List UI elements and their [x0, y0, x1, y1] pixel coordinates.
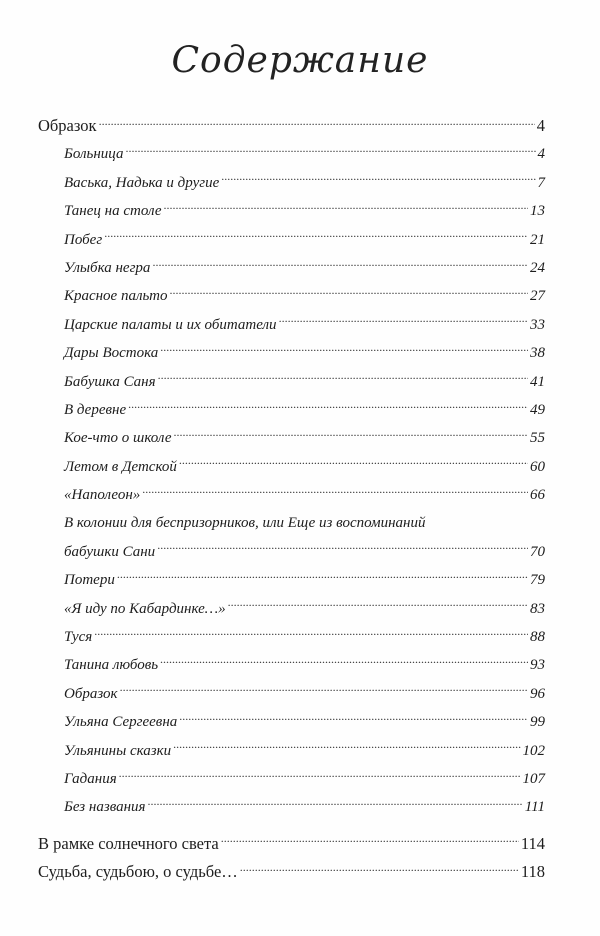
dot-leader	[169, 288, 528, 300]
toc-page-number: 70	[530, 543, 545, 560]
toc-page-number: 102	[522, 742, 545, 759]
toc-page-number: 21	[530, 231, 545, 248]
toc-entry[interactable]	[38, 140, 545, 168]
toc-entry[interactable]	[38, 424, 545, 452]
dot-leader	[240, 865, 519, 877]
toc-entry-label: Без названия	[64, 799, 146, 816]
toc-page-number: 83	[530, 600, 545, 617]
toc-entry-label: Бабушка Саня	[64, 373, 156, 390]
toc-entry-label: Потери	[64, 572, 115, 589]
toc-entry[interactable]	[38, 396, 545, 424]
toc-page-number: 107	[522, 770, 545, 787]
toc-entry-label: Судьба, судьбою, о судьбе…	[38, 862, 238, 882]
toc-entry-label: Красное пальто	[64, 288, 168, 305]
toc-page-number: 4	[537, 146, 545, 163]
toc-entry-label: Танец на столе	[64, 203, 162, 220]
dot-leader	[128, 402, 528, 414]
toc-page-number: 114	[520, 833, 545, 853]
toc-entry[interactable]	[38, 680, 545, 708]
dot-leader	[148, 799, 523, 811]
toc-entry[interactable]	[38, 453, 545, 481]
toc-page-number: 79	[530, 572, 545, 589]
toc-page-number: 60	[530, 458, 545, 475]
dot-leader	[158, 374, 528, 386]
dot-leader	[160, 657, 528, 669]
dot-leader	[164, 203, 528, 215]
toc-entry-label: Ульянины сказки	[64, 742, 172, 759]
dot-leader	[125, 146, 535, 158]
page-title: Содержание	[171, 40, 429, 81]
toc-entry[interactable]	[38, 311, 545, 339]
dot-leader	[221, 175, 535, 187]
toc-entry-label: «Наполеон»	[64, 487, 141, 504]
toc-page-number: 93	[530, 657, 545, 674]
toc-entry[interactable]	[38, 226, 545, 254]
toc-entry-label: Образок	[38, 116, 97, 135]
dot-leader	[179, 714, 528, 726]
toc-entry-label: «Я иду по Кабардинке…»	[64, 600, 226, 617]
toc-page-number: 99	[530, 714, 545, 731]
dot-leader	[174, 430, 529, 442]
toc-entry-label-line1: В колонии для беспризорников, или Еще из воспоминаний	[64, 515, 426, 532]
toc-entry[interactable]	[38, 651, 545, 679]
dot-leader	[160, 345, 528, 357]
toc-entry-label: Образок	[64, 685, 118, 702]
toc-entry[interactable]	[38, 339, 545, 367]
toc-entry[interactable]	[38, 595, 545, 623]
dot-leader	[99, 119, 535, 131]
toc-entry-label-line2: бабушки Сани	[64, 543, 156, 560]
dot-leader	[179, 459, 528, 471]
dot-leader	[228, 601, 528, 613]
toc-entry[interactable]	[38, 765, 545, 793]
toc-entry-label: Летом в Детской	[64, 458, 177, 475]
toc-page-number: 38	[530, 345, 545, 362]
toc-entry[interactable]	[38, 566, 545, 594]
toc-entry-main[interactable]	[38, 112, 545, 140]
dot-leader	[221, 837, 519, 849]
toc-page-number: 118	[520, 862, 545, 882]
toc-entry[interactable]	[38, 481, 545, 509]
toc-entry-line2	[64, 538, 545, 566]
toc-entry-label: Улыбка негра	[64, 259, 151, 276]
toc-page-number: 4	[536, 116, 545, 135]
toc-entry-label: Побег	[64, 231, 103, 248]
toc-entry-main[interactable]	[38, 830, 545, 858]
toc-page-number: 27	[530, 288, 545, 305]
toc-page-number: 49	[530, 401, 545, 418]
toc-entry-label: В деревне	[64, 401, 127, 418]
toc-entry-wrapped[interactable]	[38, 509, 545, 566]
dot-leader	[119, 771, 521, 783]
toc-entry[interactable]	[38, 708, 545, 736]
dot-leader	[94, 629, 528, 641]
toc-page-number: 66	[530, 487, 545, 504]
toc-page-number: 41	[530, 373, 545, 390]
dot-leader	[279, 317, 528, 329]
dot-leader	[104, 232, 528, 244]
table-of-contents	[38, 112, 545, 887]
toc-entry[interactable]	[38, 197, 545, 225]
toc-page-number: 13	[530, 203, 545, 220]
toc-page-number: 111	[524, 799, 545, 816]
toc-entry-label: Ульяна Сергеевна	[64, 714, 178, 731]
toc-entry[interactable]	[38, 169, 545, 197]
toc-entry-label: Кое-что о школе	[64, 430, 172, 447]
toc-page-number: 24	[530, 259, 545, 276]
toc-entry[interactable]	[38, 623, 545, 651]
toc-entry-label: В рамке солнечного света	[38, 833, 219, 853]
toc-entry[interactable]	[38, 793, 545, 821]
toc-entry-label: Туся	[64, 629, 93, 646]
toc-entry-label: Царские палаты и их обитатели	[64, 316, 277, 333]
toc-page-number: 88	[530, 629, 545, 646]
toc-entry[interactable]	[38, 368, 545, 396]
toc-entry[interactable]	[38, 282, 545, 310]
toc-entry[interactable]	[38, 737, 545, 765]
toc-page-number: 96	[530, 685, 545, 702]
toc-entry-label: Больница	[64, 146, 124, 163]
toc-entry[interactable]	[38, 254, 545, 282]
dot-leader	[173, 743, 520, 755]
toc-entry-label: Танина любовь	[64, 657, 159, 674]
dot-leader	[157, 544, 528, 556]
toc-entry-label: Гадания	[64, 770, 117, 787]
toc-page-number: 55	[530, 430, 545, 447]
dot-leader	[120, 686, 528, 698]
toc-page-number: 7	[537, 174, 545, 191]
toc-page-number: 33	[530, 316, 545, 333]
toc-entry-main[interactable]	[38, 858, 545, 886]
toc-entry-label: Васька, Надька и другие	[64, 174, 220, 191]
toc-entry-label: Дары Востока	[64, 345, 159, 362]
dot-leader	[117, 572, 528, 584]
dot-leader	[152, 260, 528, 272]
dot-leader	[142, 487, 528, 499]
